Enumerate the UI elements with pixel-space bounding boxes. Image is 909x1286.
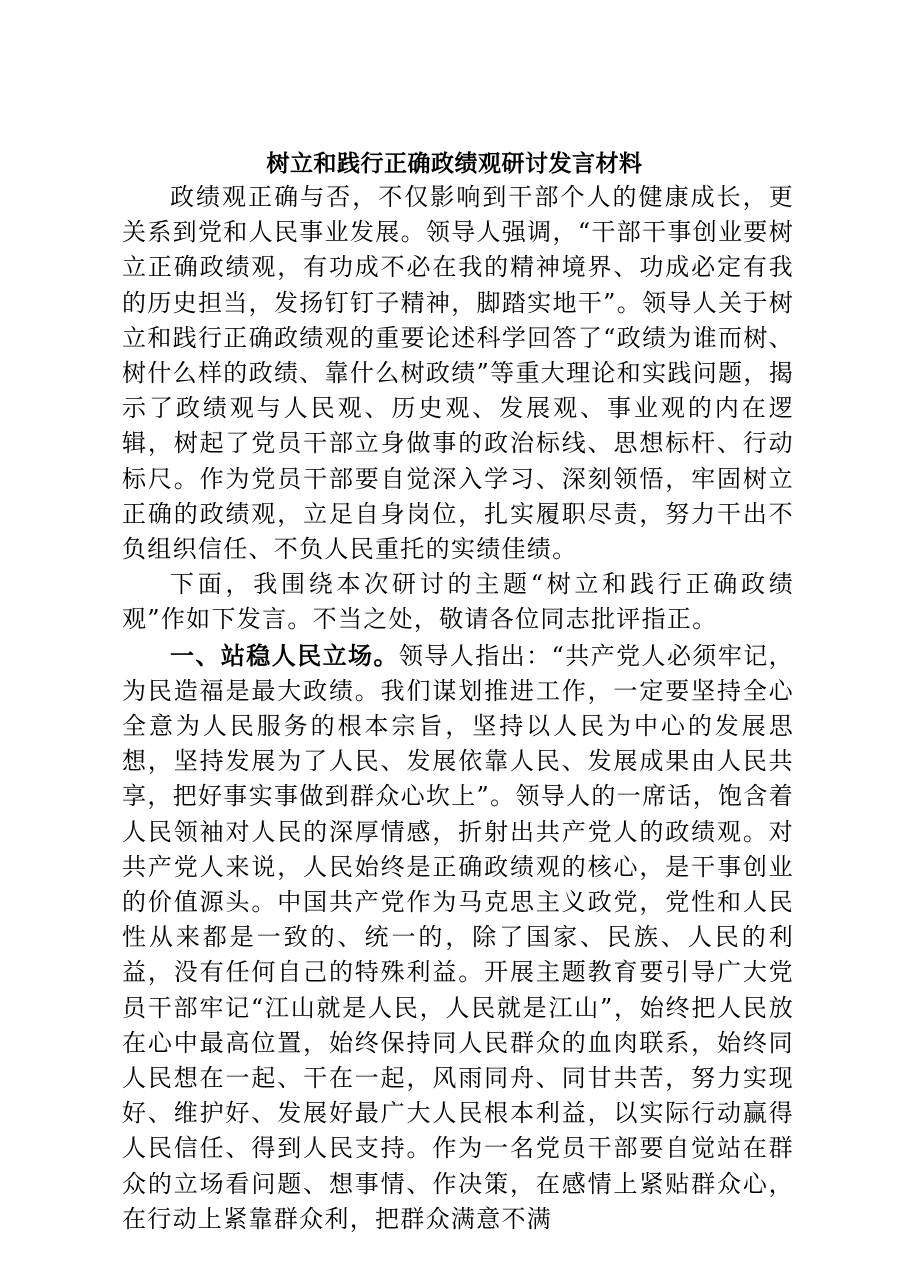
document-body bbox=[122, 180, 794, 1237]
paragraph-section-one bbox=[122, 638, 794, 1237]
section-heading-one: 一、站稳人民立场。 bbox=[170, 640, 399, 670]
paragraph-section-one-text: 领导人指出：“共产党人必须牢记，为民造福是最大政绩。我们谋划推进工作，一定要坚持全心全意为人民服务的根本宗旨，坚持以人民为中心的发展思想，坚持发展为了人民、发展依靠人民、发展成果由人民共享，把好事实事做到群众心坎上”。领导人的一席话，饱含着人民领袖对人民的深厚情感，折射出共产党人的政绩观。对共产党人来说，人民始终是正确政绩观的核心，是干事创业的价值源头。中国共产党作为马克思主义政党，党性和人民性从来都是一致的、统一的，除了国家、民族、人民的利益，没有任何自己的特殊利益。开展主题教育要引导广大党员干部牢记“江山就是人民，人民就是江山”，始终把人民放在心中最高位置，始终保持同人民群众的血肉联系，始终同人民想在一起、干在一起，风雨同舟、同甘共苦，努力实现好、维护好、发展好最广大人民根本利益，以实际行动赢得人民信任、得到人民支持。作为一名党员干部要自觉站在群众的立场看问题、想事情、作决策，在感情上紧贴群众心，在行动上紧靠群众利，把群众满意不满 bbox=[122, 641, 794, 1233]
paragraph-transition bbox=[122, 567, 794, 637]
paragraph-intro-text: 政绩观正确与否，不仅影响到干部个人的健康成长，更关系到党和人民事业发展。领导人强调，“干部干事创业要树立正确政绩观，有功成不必在我的精神境界、功成必定有我的历史担当，发扬钉钉子精神，脚踏实地干”。领导人关于树立和践行正确政绩观的重要论述科学回答了“政绩为谁而树、树什么样的政绩、靠什么树政绩”等重大理论和实践问题，揭示了政绩观与人民观、历史观、发展观、事业观的内在逻辑，树起了党员干部立身做事的政治标线、思想标杆、行动标尺。作为党员干部要自觉深入学习、深刻领悟，牢固树立正确的政绩观，立足自身岗位，扎实履职尽责，努力干出不负组织信任、不负人民重托的实绩佳绩。 bbox=[122, 183, 794, 564]
paragraph-intro bbox=[122, 180, 794, 567]
document-title: 树立和践行正确政绩观研讨发言材料 bbox=[266, 150, 643, 177]
paragraph-transition-text: 下面，我围绕本次研讨的主题“树立和践行正确政绩观”作如下发言。不当之处，敬请各位同志批评指正。 bbox=[122, 570, 794, 634]
